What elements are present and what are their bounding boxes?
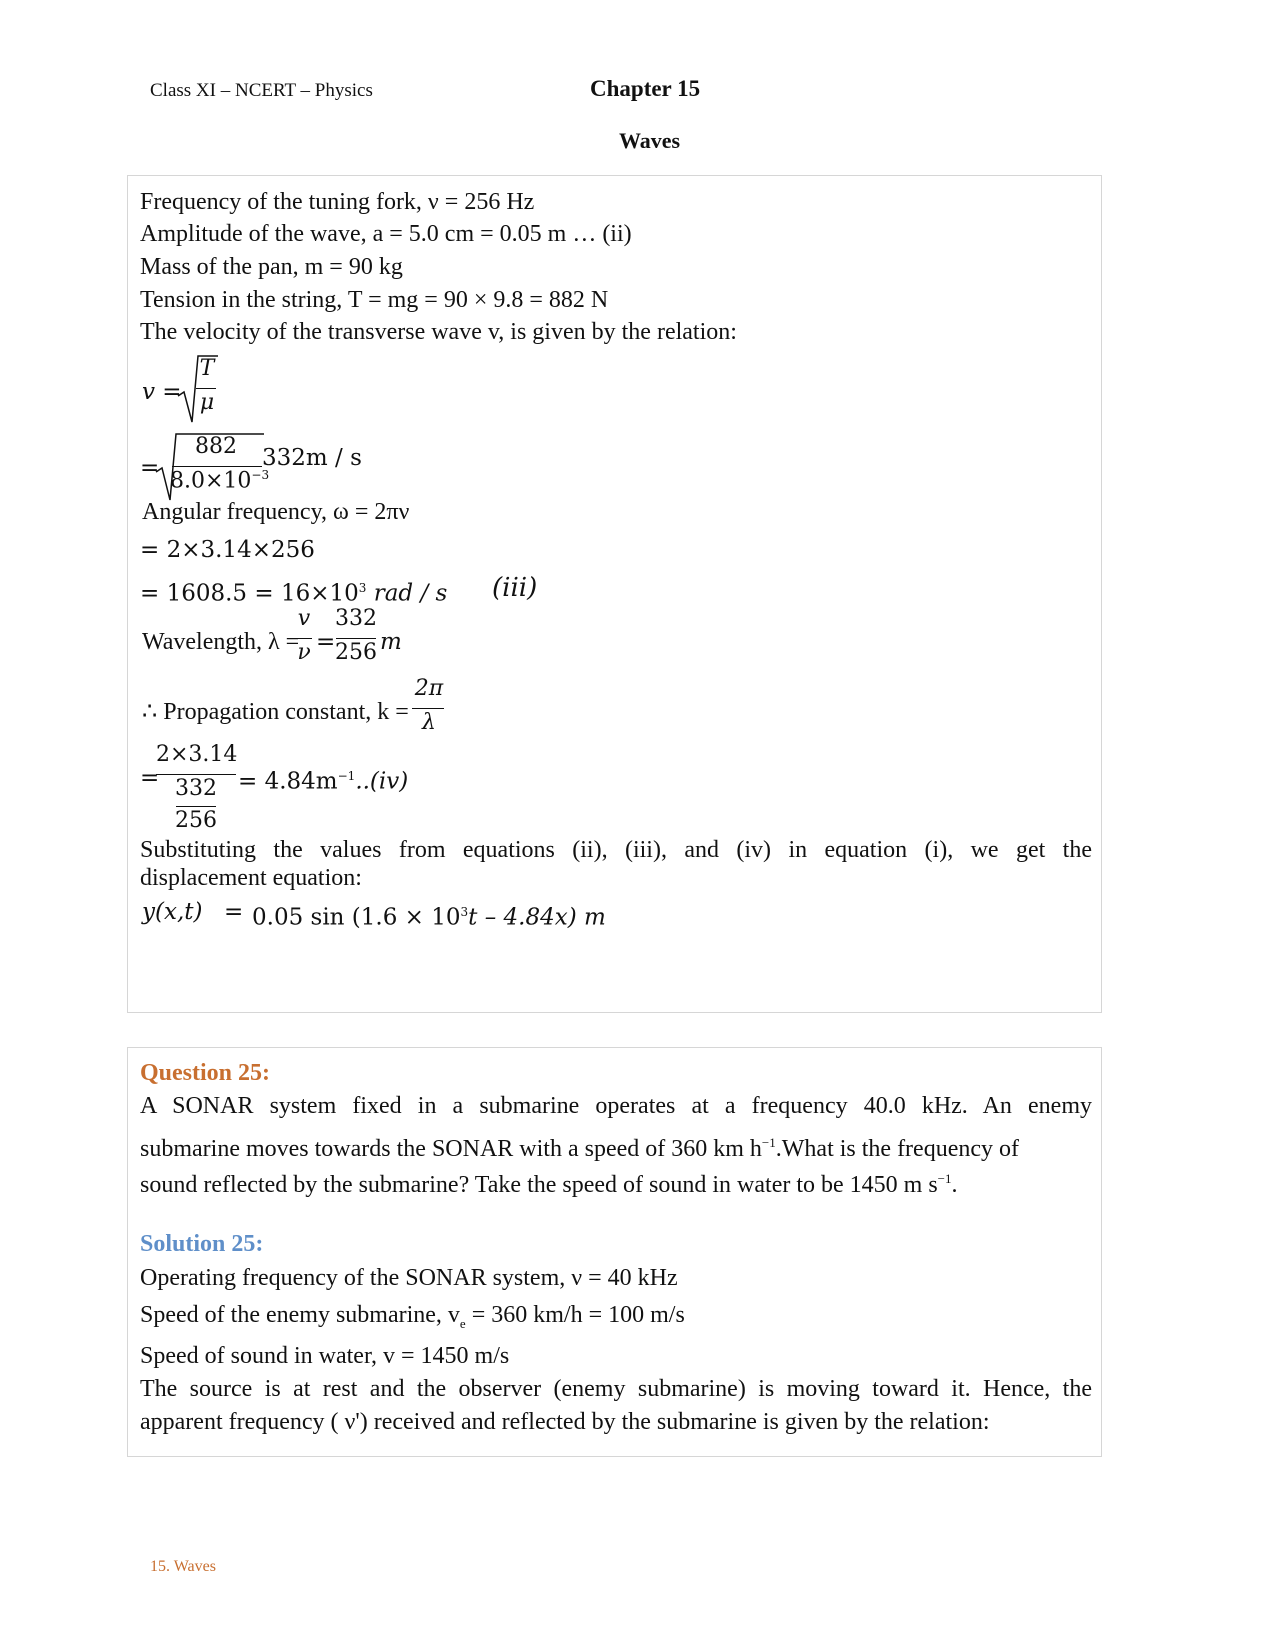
exponent: −1 xyxy=(761,1135,776,1150)
fraction-bar xyxy=(294,638,312,639)
text-line: Mass of the pan, m = 90 kg xyxy=(140,254,403,280)
header-class-label: Class XI – NCERT – Physics xyxy=(150,80,373,101)
fraction-bar xyxy=(196,388,216,389)
solution-line: Operating frequency of the SONAR system, ν = 40 kHz xyxy=(140,1265,678,1291)
chapter-subtitle: Waves xyxy=(619,128,681,153)
solution-title: Solution 25: xyxy=(140,1231,264,1257)
text-line: displacement equation: xyxy=(140,865,362,891)
fraction-denominator: 332 xyxy=(175,776,217,801)
exponent: −3 xyxy=(251,468,270,482)
fraction-denominator: 256 xyxy=(335,640,377,665)
equals-sign: = xyxy=(316,629,336,655)
fraction-bar xyxy=(172,466,262,467)
unit-m: m xyxy=(380,629,402,655)
math-line xyxy=(238,762,408,796)
math-part: 0.05 sin (1.6 × 10 xyxy=(252,904,461,931)
text-part: = 360 km/h = 100 m/s xyxy=(465,1302,685,1328)
text-line: Angular frequency, ω = 2πν xyxy=(142,499,410,525)
denominator-base: 8.0×10 xyxy=(170,468,252,494)
exponent: −1 xyxy=(937,1171,952,1186)
fraction-numerator: 882 xyxy=(195,434,237,459)
fraction-denominator xyxy=(170,468,270,494)
chapter-title: Chapter 15 xyxy=(590,76,701,101)
text-line: Substituting the values from equations (ii), (iii), and (iv) in equation (i), we get the xyxy=(140,837,1092,863)
question-box xyxy=(127,1047,1102,1457)
equals-sign: = xyxy=(140,455,160,481)
question-line: A SONAR system fixed in a submarine operates at a frequency 40.0 kHz. An enemy xyxy=(140,1093,1092,1119)
fraction-bar xyxy=(336,638,376,639)
text-line: The velocity of the transverse wave v, is given by the relation: xyxy=(140,319,737,345)
fraction-denominator: 256 xyxy=(175,808,217,833)
fraction-bar xyxy=(176,806,216,807)
fraction-denominator: λ xyxy=(422,710,436,735)
math-part: t – 4.84x) m xyxy=(468,904,606,931)
solution-line: apparent frequency ( ν') received and reflected by the submarine is given by the relation: xyxy=(140,1409,990,1435)
equals-sign: = xyxy=(224,899,244,925)
math-part: = 1608.5 = 16×10 xyxy=(140,580,359,607)
equals-sign: = xyxy=(140,765,160,791)
exponent: 3 xyxy=(358,581,367,595)
fraction-numerator: v xyxy=(297,606,311,631)
fraction-bar xyxy=(412,708,444,709)
fraction-denominator: μ xyxy=(199,390,215,415)
equation-tag: ..(iv) xyxy=(355,768,409,795)
fraction-bar xyxy=(156,774,236,775)
math-line: = 2×3.14×256 xyxy=(140,537,315,563)
math-part: = 4.84m xyxy=(238,768,338,795)
fraction-numerator: 2×3.14 xyxy=(156,742,238,767)
math-unit: rad / s xyxy=(366,580,448,607)
text-part: . xyxy=(951,1172,958,1198)
text-line: Tension in the string, T = mg = 90 × 9.8 = 882 N xyxy=(140,287,609,313)
footer-label: 15. Waves xyxy=(150,1558,216,1575)
exponent: 3 xyxy=(460,905,469,919)
velocity-symbol: v = xyxy=(142,379,182,405)
fraction-numerator: 332 xyxy=(335,606,377,631)
text-line: ∴ Propagation constant, k = xyxy=(142,699,409,725)
math-line xyxy=(140,574,447,608)
math-line xyxy=(252,898,606,932)
solution-line: Speed of sound in water, v = 1450 m/s xyxy=(140,1343,510,1369)
question-line xyxy=(140,1165,1092,1199)
text-part: sound reflected by the submarine? Take the speed of sound in water to be 1450 m s xyxy=(140,1172,938,1198)
solution-continuation-box xyxy=(127,175,1102,1013)
text-line: Wavelength, λ = xyxy=(142,629,300,655)
velocity-result: 332m / s xyxy=(262,445,362,471)
subscript: e xyxy=(459,1315,466,1331)
fraction-numerator: T xyxy=(199,356,215,381)
question-title: Question 25: xyxy=(140,1060,271,1086)
solution-line xyxy=(140,1301,685,1338)
question-line xyxy=(140,1129,1092,1163)
math-part: y(x,t) xyxy=(142,899,203,925)
text-line: Amplitude of the wave, a = 5.0 cm = 0.05 m … (ii) xyxy=(140,221,632,247)
exponent: −1 xyxy=(337,769,356,783)
text-part: Speed of the enemy submarine, v xyxy=(140,1302,460,1328)
solution-line: The source is at rest and the observer (enemy submarine) is moving toward it. Hence, the xyxy=(140,1376,1092,1402)
equation-tag: (iii) xyxy=(492,573,538,603)
fraction-denominator: ν xyxy=(297,640,311,665)
text-part: .What is the frequency of xyxy=(775,1136,1019,1162)
text-part: submarine moves towards the SONAR with a speed of 360 km h xyxy=(140,1136,762,1162)
text-line: Frequency of the tuning fork, ν = 256 Hz xyxy=(140,189,535,215)
fraction-numerator: 2π xyxy=(414,676,444,701)
